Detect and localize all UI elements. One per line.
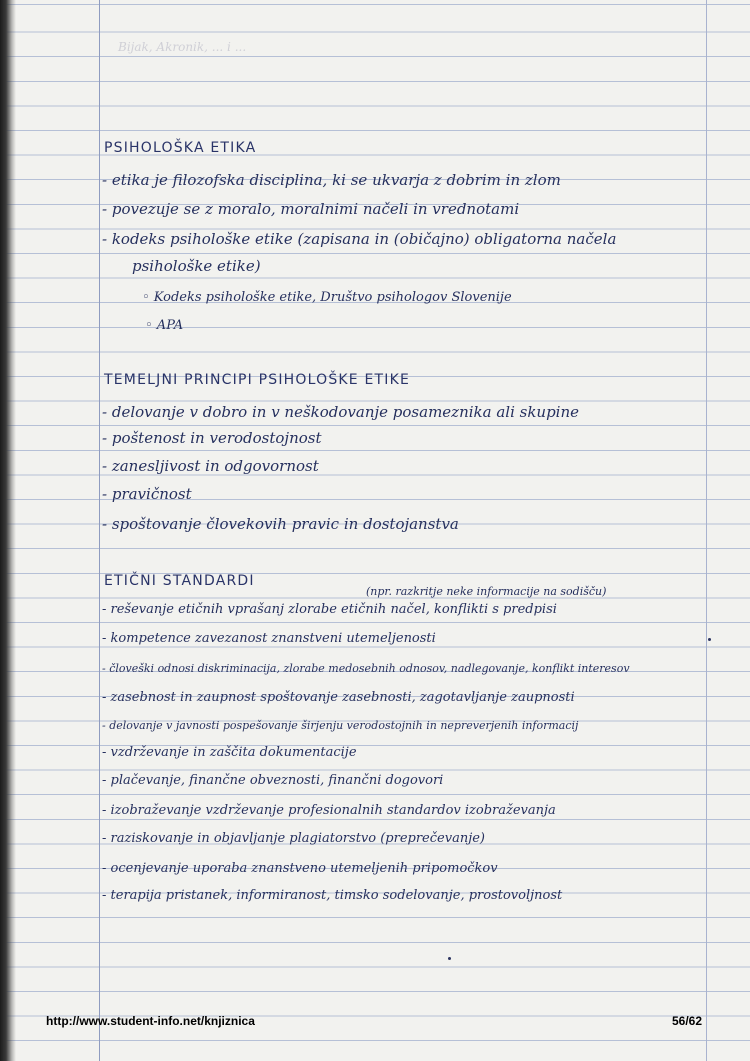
section-title-psiholoska-etika: PSIHOLOŠKA ETIKA	[104, 140, 257, 156]
note-line: - zanesljivost in odgovornost	[102, 457, 319, 475]
note-line: - izobraževanje vzdrževanje profesionalnih standardov izobraževanja	[102, 803, 556, 818]
note-line: ◦ APA	[145, 318, 184, 333]
note-line: - reševanje etičnih vprašanj zlorabe etičnih načel, konflikti s predpisi	[102, 602, 557, 617]
note-line: ◦ Kodeks psihološke etike, Društvo psihologov Slovenije	[142, 290, 512, 305]
note-line: - raziskovanje in objavljanje plagiatorstvo (preprečevanje)	[102, 831, 485, 846]
note-line: - kompetence zavezanost znanstveni utemeljenosti	[102, 631, 436, 646]
note-line: - povezuje se z moralo, moralnimi načeli in vrednotami	[102, 200, 520, 218]
note-line: - terapija pristanek, informiranost, timsko sodelovanje, prostovoljnost	[102, 888, 563, 903]
note-line: - poštenost in verodostojnost	[102, 429, 322, 447]
note-line: - etika je filozofska disciplina, ki se ukvarja z dobrim in zlom	[102, 171, 561, 189]
note-line: - kodeks psihološke etike (zapisana in (običajno) obligatorna načela	[102, 230, 617, 248]
note-line: - plačevanje, finančne obveznosti, finančni dogovori	[102, 773, 444, 788]
section-title-temeljni-principi: TEMELJNI PRINCIPI PSIHOLOŠKE ETIKE	[104, 372, 411, 388]
note-line: psihološke etike)	[132, 257, 261, 275]
note-line: - spoštovanje človekovih pravic in dostojanstva	[102, 515, 459, 533]
stray-dot	[708, 638, 711, 641]
stray-dot	[448, 957, 451, 960]
note-line: - pravičnost	[102, 485, 192, 503]
left-margin-line	[99, 0, 100, 1061]
header-ghost-text: Bijak, Akronik, ... i ...	[118, 40, 247, 54]
note-line: - človeški odnosi diskriminacija, zlorabe medosebnih odnosov, nadlegovanje, konflikt interesov	[102, 662, 630, 675]
note-line: - zasebnost in zaupnost spoštovanje zasebnosti, zagotavljanje zaupnosti	[102, 690, 575, 705]
note-line: - vzdrževanje in zaščita dokumentacije	[102, 745, 357, 760]
page-number: 56/62	[672, 1014, 703, 1028]
note-line: - ocenjevanje uporaba znanstveno utemeljenih pripomočkov	[102, 861, 498, 876]
margin-note: (npr. razkritje neke informacije na sodišču)	[366, 585, 607, 598]
page-edge-shadow	[0, 0, 16, 1061]
right-margin-line	[706, 0, 707, 1061]
section-title-eticni-standardi: ETIČNI STANDARDI	[104, 573, 255, 589]
footer-url[interactable]: http://www.student-info.net/knjiznica	[46, 1014, 255, 1028]
note-line: - delovanje v javnosti pospešovanje širjenju verodostojnih in nepreverjenih informacij	[102, 719, 579, 732]
note-line: - delovanje v dobro in v neškodovanje posameznika ali skupine	[102, 403, 580, 421]
